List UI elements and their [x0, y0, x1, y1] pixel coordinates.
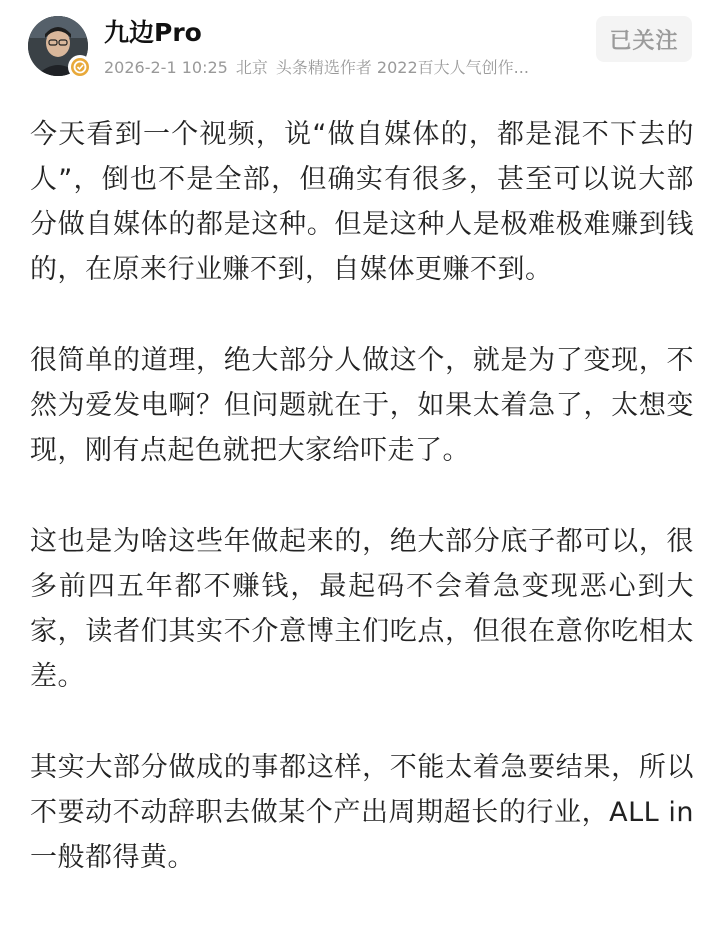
article-body: [30, 112, 694, 926]
post-header: [0, 0, 720, 96]
verified-badge-icon: [68, 55, 92, 79]
avatar[interactable]: [28, 16, 88, 76]
post-date: 2026-2-1 10:25: [104, 58, 228, 77]
author-name[interactable]: 九边Pro: [104, 18, 202, 47]
post-meta: [104, 56, 529, 80]
article-paragraph-3: 这也是为啥这些年做起来的，绝大部分底子都可以，很多前四五年都不赚钱，最起码不会着急变现恶心到大家，读者们其实不介意博主们吃点，但很在意你吃相太差。: [30, 526, 694, 692]
article-paragraph-4: 其实大部分做成的事都这样，不能太着急要结果，所以不要动不动辞职去做某个产出周期超长的行业，ALL in一般都得黄。: [30, 752, 694, 873]
article-paragraph-2: 很简单的道理，绝大部分人做这个，就是为了变现，不然为爱发电啊？但问题就在于，如果太着急了，太想变现，刚有点起色就把大家给吓走了。: [30, 345, 694, 466]
author-tags: 头条精选作者 2022百大人气创作...: [275, 58, 529, 77]
article-paragraph-1: 今天看到一个视频，说“做自媒体的，都是混不下去的人”，倒也不是全部，但确实有很多，甚至可以说大部分做自媒体的都是这种。但是这种人是极难极难赚到钱的，在原来行业赚不到，自媒体更赚不到。: [30, 119, 694, 285]
post-location: 北京: [235, 58, 268, 77]
follow-button[interactable]: 已关注: [596, 16, 692, 62]
